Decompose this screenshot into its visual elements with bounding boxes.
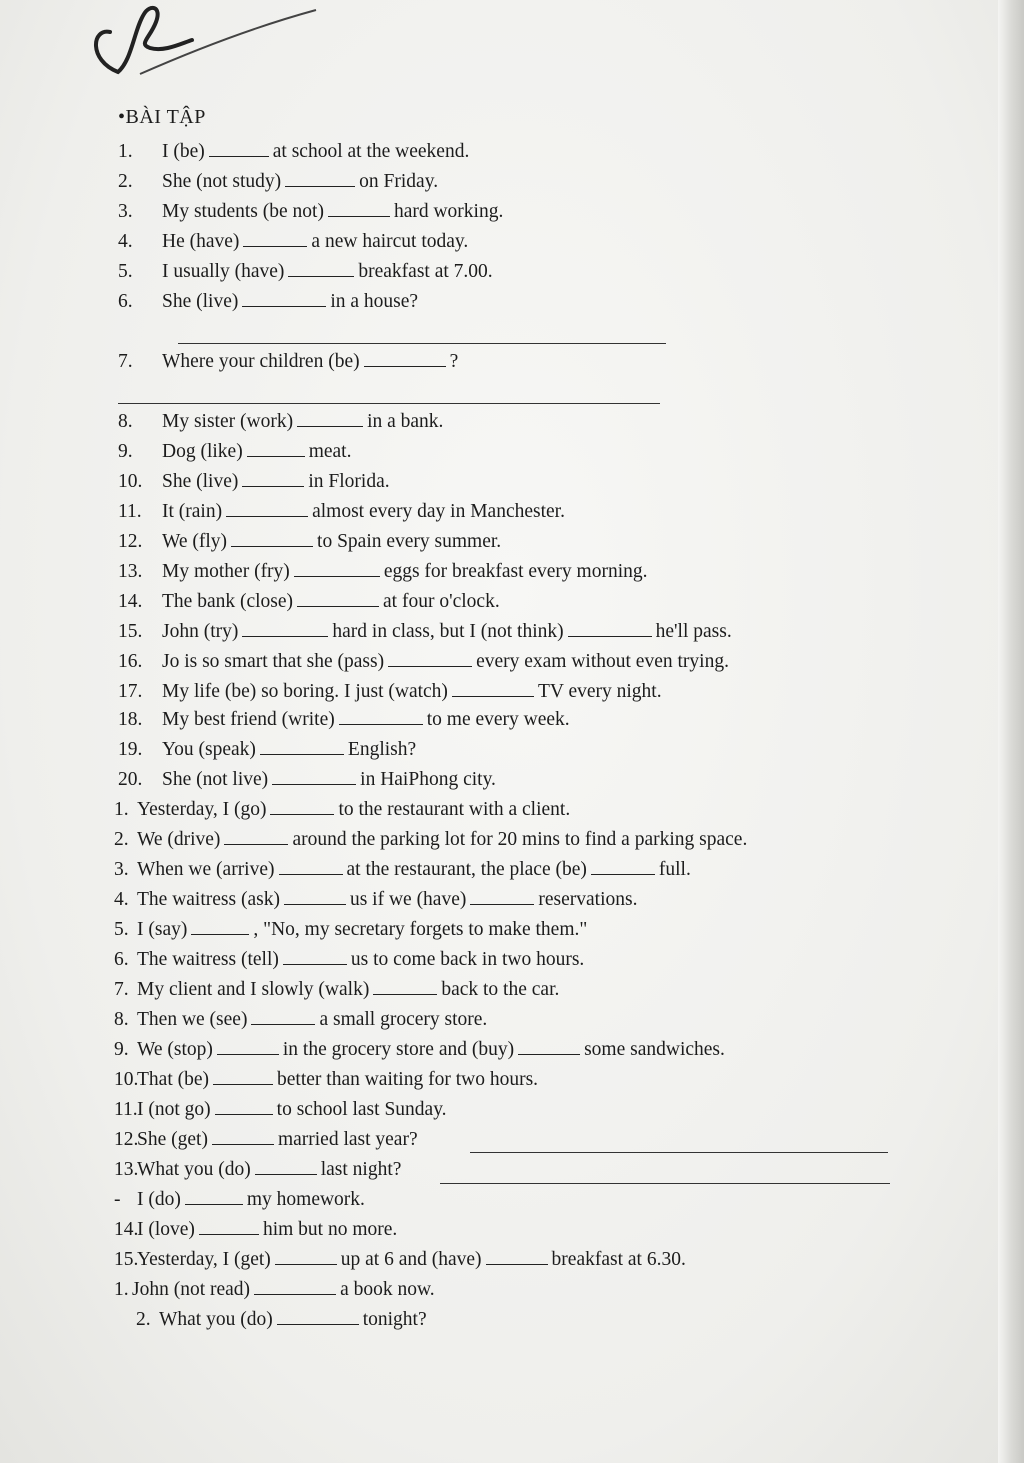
answer-blank[interactable] <box>242 290 326 307</box>
answer-blank[interactable] <box>277 1308 359 1325</box>
item-number: 2. <box>118 171 133 192</box>
item-continuation: up at 6 and (have) <box>340 1249 482 1270</box>
item-prompt: I (be) <box>162 141 205 162</box>
item-prompt: We (fly) <box>162 531 228 552</box>
item-number: 13. <box>114 1159 139 1180</box>
answer-blank[interactable] <box>486 1248 548 1265</box>
part2-item-14 <box>114 1188 365 1210</box>
item-continuation: around the parking lot for 20 mins to find a parking space. <box>292 829 748 850</box>
part2-item-12 <box>114 1128 418 1150</box>
item-number: 14. <box>118 591 143 612</box>
answer-blank[interactable] <box>251 1008 315 1025</box>
answer-blank[interactable] <box>199 1218 259 1235</box>
item-continuation: eggs for breakfast every morning. <box>383 561 648 582</box>
item-prompt: Then we (see) <box>137 1009 248 1030</box>
item-continuation: us if we (have) <box>349 889 467 910</box>
item-continuation: back to the car. <box>441 979 560 1000</box>
part2-item-11 <box>114 1098 447 1120</box>
answer-blank[interactable] <box>243 230 307 247</box>
item-number: 15. <box>118 621 143 642</box>
item-prompt: I (do) <box>137 1189 181 1210</box>
item-prompt: You (speak) <box>162 739 256 760</box>
item-number: - <box>114 1189 121 1210</box>
part1-item-6 <box>118 290 418 312</box>
part1-item-9 <box>118 440 351 462</box>
part2-item-15 <box>114 1218 397 1240</box>
item-continuation: better than waiting for two hours. <box>277 1069 539 1090</box>
item-prompt: Jo is so smart that she (pass) <box>162 651 385 672</box>
item-prompt: We (stop) <box>137 1039 213 1060</box>
item-number: 16. <box>118 651 143 672</box>
part1-item-4 <box>118 230 468 252</box>
answer-blank[interactable] <box>373 978 437 995</box>
item-continuation: hard working. <box>393 201 504 222</box>
item-prompt: My client and I slowly (walk) <box>137 979 370 1000</box>
item-continuation: at four o'clock. <box>383 591 500 612</box>
item-prompt: That (be) <box>137 1069 210 1090</box>
item-number: 4. <box>114 889 129 910</box>
item-continuation: in the grocery store and (buy) <box>282 1039 515 1060</box>
item-ending: reservations. <box>538 889 638 910</box>
part1-item-14 <box>118 590 500 612</box>
item-number: 17. <box>118 681 143 702</box>
part1-item-19 <box>118 738 416 760</box>
item-continuation: breakfast at 7.00. <box>358 261 493 282</box>
answer-blank[interactable] <box>224 828 288 845</box>
item-prompt: Yesterday, I (go) <box>137 799 267 820</box>
answer-blank[interactable] <box>247 440 305 457</box>
item-prompt: It (rain) <box>162 501 223 522</box>
part1-item-17 <box>118 680 662 702</box>
answer-blank[interactable] <box>217 1038 279 1055</box>
item-continuation: hard in class, but I (not think) <box>332 621 564 642</box>
part1-item-7 <box>118 350 458 372</box>
part2-item-2 <box>114 828 747 850</box>
item-number: 1. <box>114 1279 129 1300</box>
part1-item-1 <box>118 140 469 162</box>
part1-item-10 <box>118 470 390 492</box>
item-prompt: She (live) <box>162 471 239 492</box>
item-prompt: He (have) <box>162 231 240 252</box>
part1-item-3 <box>118 200 503 222</box>
answer-blank[interactable] <box>283 948 347 965</box>
answer-blank[interactable] <box>518 1038 580 1055</box>
item-continuation: every exam without even trying. <box>476 651 729 672</box>
answer-blank[interactable] <box>568 620 652 637</box>
item-continuation: tonight? <box>362 1309 427 1330</box>
item-prompt: The waitress (ask) <box>137 889 280 910</box>
worksheet-heading: •BÀI TẬP <box>118 106 206 128</box>
item-number: 9. <box>114 1039 129 1060</box>
answer-blank[interactable] <box>288 260 354 277</box>
answer-rule <box>178 343 666 344</box>
answer-blank[interactable] <box>215 1098 273 1115</box>
item-prompt: I (say) <box>137 919 188 940</box>
item-continuation: my homework. <box>246 1189 365 1210</box>
part2-item-7 <box>114 978 559 1000</box>
item-continuation: a book now. <box>340 1279 435 1300</box>
item-continuation: TV every night. <box>537 681 662 702</box>
item-continuation: last night? <box>320 1159 402 1180</box>
answer-blank[interactable] <box>209 140 269 157</box>
answer-blank[interactable] <box>328 200 390 217</box>
item-number: 10. <box>118 471 143 492</box>
item-prompt: Dog (like) <box>162 441 243 462</box>
item-number: 6. <box>118 291 133 312</box>
part1-item-13 <box>118 560 648 582</box>
answer-blank[interactable] <box>279 858 343 875</box>
item-prompt: She (live) <box>162 291 239 312</box>
item-ending: breakfast at 6.30. <box>551 1249 686 1270</box>
part3-item-2 <box>136 1308 427 1330</box>
item-number: 11. <box>118 501 142 522</box>
item-number: 20. <box>118 769 143 790</box>
part1-item-20 <box>118 768 496 790</box>
answer-blank[interactable] <box>213 1068 273 1085</box>
item-continuation: in Florida. <box>308 471 390 492</box>
answer-blank[interactable] <box>591 858 655 875</box>
item-continuation: married last year? <box>277 1129 418 1150</box>
answer-blank[interactable] <box>284 888 346 905</box>
item-prompt: Yesterday, I (get) <box>137 1249 271 1270</box>
part3-item-1 <box>114 1278 435 1300</box>
part1-item-18 <box>118 708 570 730</box>
item-number: 18. <box>118 709 143 730</box>
item-number: 1. <box>118 141 133 162</box>
part1-item-2 <box>118 170 438 192</box>
part2-item-4 <box>114 888 637 910</box>
item-prompt: She (get) <box>137 1129 208 1150</box>
item-prompt: She (not study) <box>162 171 282 192</box>
item-prompt: My best friend (write) <box>162 709 335 730</box>
item-continuation: at school at the weekend. <box>272 141 470 162</box>
answer-blank[interactable] <box>242 470 304 487</box>
item-number: 3. <box>114 859 129 880</box>
answer-blank[interactable] <box>226 500 308 517</box>
item-continuation: at the restaurant, the place (be) <box>346 859 587 880</box>
item-prompt: My mother (fry) <box>162 561 290 582</box>
answer-blank[interactable] <box>191 918 249 935</box>
part1-item-11 <box>118 500 565 522</box>
part1-item-8 <box>118 410 443 432</box>
item-continuation: a new haircut today. <box>311 231 469 252</box>
item-number: 5. <box>118 261 133 282</box>
item-continuation: meat. <box>308 441 352 462</box>
answer-blank[interactable] <box>270 798 334 815</box>
item-continuation: a small grocery store. <box>319 1009 488 1030</box>
item-number: 2. <box>114 829 129 850</box>
item-ending: some sandwiches. <box>584 1039 725 1060</box>
handwritten-scribble <box>80 0 320 90</box>
answer-rule <box>118 403 660 404</box>
part2-item-16 <box>114 1248 686 1270</box>
page-edge-shadow <box>998 0 1024 1463</box>
item-prompt: My life (be) so boring. I just (watch) <box>162 681 448 702</box>
item-number: 11. <box>114 1099 138 1120</box>
item-continuation: , "No, my secretary forgets to make them." <box>253 919 588 940</box>
item-prompt: My students (be not) <box>162 201 324 222</box>
item-continuation: ? <box>449 351 459 372</box>
part2-item-1 <box>114 798 570 820</box>
answer-blank[interactable] <box>470 888 534 905</box>
part2-item-3 <box>114 858 691 880</box>
item-number: 2. <box>136 1309 151 1330</box>
answer-blank[interactable] <box>294 560 380 577</box>
item-continuation: in a house? <box>330 291 419 312</box>
answer-blank[interactable] <box>272 768 356 785</box>
item-prompt: I usually (have) <box>162 261 285 282</box>
item-number: 1. <box>114 799 129 820</box>
item-prompt: We (drive) <box>137 829 221 850</box>
item-ending: full. <box>658 859 691 880</box>
answer-blank[interactable] <box>185 1188 243 1205</box>
answer-blank[interactable] <box>452 680 534 697</box>
item-prompt: I (not go) <box>137 1099 211 1120</box>
item-prompt: John (try) <box>162 621 239 642</box>
item-number: 13. <box>118 561 143 582</box>
item-continuation: almost every day in Manchester. <box>312 501 565 522</box>
part2-item-9 <box>114 1038 725 1060</box>
item-number: 9. <box>118 441 133 462</box>
part2-item-6 <box>114 948 584 970</box>
part2-item-10 <box>114 1068 538 1090</box>
item-prompt: Where your children (be) <box>162 351 360 372</box>
part2-item-5 <box>114 918 587 940</box>
part1-item-5 <box>118 260 493 282</box>
item-number: 15. <box>114 1249 139 1270</box>
item-prompt: The waitress (tell) <box>137 949 279 970</box>
answer-blank[interactable] <box>255 1158 317 1175</box>
item-continuation: to the restaurant with a client. <box>338 799 571 820</box>
answer-rule <box>440 1183 890 1184</box>
item-prompt: What you (do) <box>137 1159 251 1180</box>
answer-blank[interactable] <box>231 530 313 547</box>
item-continuation: to Spain every summer. <box>317 531 502 552</box>
part1-item-15 <box>118 620 732 642</box>
item-number: 10. <box>114 1069 139 1090</box>
item-number: 12. <box>114 1129 139 1150</box>
item-ending: he'll pass. <box>655 621 732 642</box>
part2-item-8 <box>114 1008 487 1030</box>
answer-blank[interactable] <box>297 590 379 607</box>
item-number: 5. <box>114 919 129 940</box>
item-continuation: in a bank. <box>367 411 444 432</box>
item-continuation: in HaiPhong city. <box>360 769 496 790</box>
part2-item-13 <box>114 1158 401 1180</box>
item-number: 8. <box>118 411 133 432</box>
item-continuation: on Friday. <box>359 171 439 192</box>
item-prompt: What you (do) <box>159 1309 273 1330</box>
part1-item-12 <box>118 530 501 552</box>
item-continuation: us to come back in two hours. <box>350 949 585 970</box>
answer-blank[interactable] <box>285 170 355 187</box>
answer-blank[interactable] <box>339 708 423 725</box>
item-number: 3. <box>118 201 133 222</box>
item-continuation: to school last Sunday. <box>276 1099 447 1120</box>
item-number: 7. <box>118 351 133 372</box>
answer-blank[interactable] <box>254 1278 336 1295</box>
part1-item-16 <box>118 650 729 672</box>
item-prompt: When we (arrive) <box>137 859 275 880</box>
item-number: 12. <box>118 531 143 552</box>
item-prompt: She (not live) <box>162 769 269 790</box>
answer-blank[interactable] <box>260 738 344 755</box>
item-number: 7. <box>114 979 129 1000</box>
answer-rule <box>470 1152 888 1153</box>
answer-blank[interactable] <box>212 1128 274 1145</box>
item-prompt: I (love) <box>137 1219 195 1240</box>
answer-blank[interactable] <box>364 350 446 367</box>
item-continuation: to me every week. <box>426 709 570 730</box>
item-prompt: My sister (work) <box>162 411 294 432</box>
answer-blank[interactable] <box>275 1248 337 1265</box>
item-number: 4. <box>118 231 133 252</box>
item-number: 6. <box>114 949 129 970</box>
item-number: 14. <box>114 1219 139 1240</box>
item-prompt: The bank (close) <box>162 591 294 612</box>
answer-blank[interactable] <box>388 650 472 667</box>
item-number: 8. <box>114 1009 129 1030</box>
item-prompt: John (not read) <box>132 1279 251 1300</box>
item-continuation: English? <box>347 739 417 760</box>
answer-blank[interactable] <box>297 410 363 427</box>
item-continuation: him but no more. <box>262 1219 398 1240</box>
item-number: 19. <box>118 739 143 760</box>
answer-blank[interactable] <box>242 620 328 637</box>
